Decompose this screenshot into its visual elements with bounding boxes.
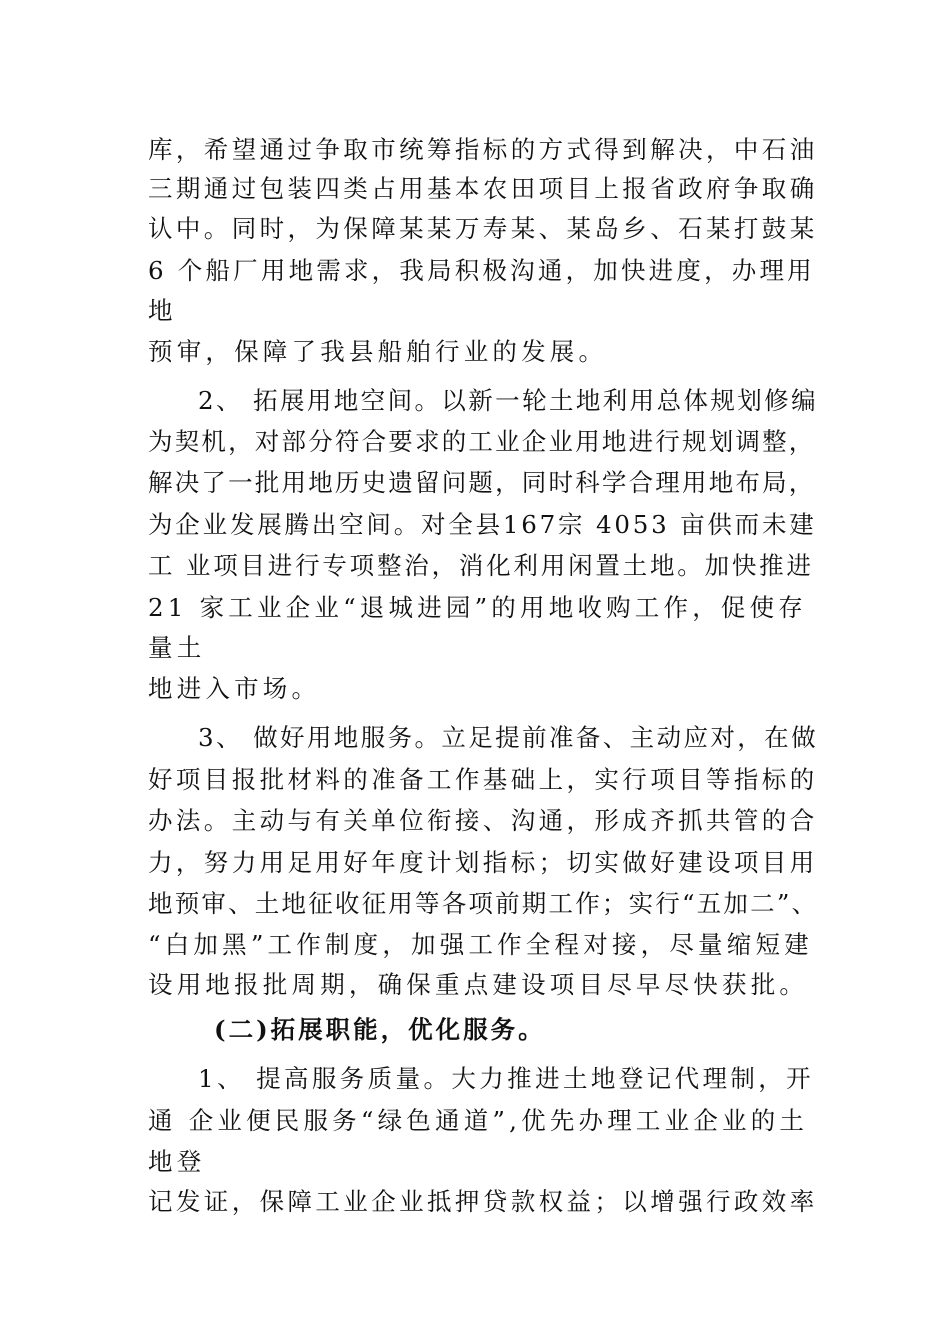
- text-line: 地: [148, 296, 177, 325]
- text-line: 认中。同时，为保障某某万寿某、某岛乡、石某打鼓某: [148, 214, 818, 243]
- paragraph-2-start: 2、 拓展用地空间。以新一轮土地利用总体规划修编: [198, 386, 818, 415]
- text-line: 工 业项目进行专项整治，消化利用闲置土地。加快推进: [148, 551, 814, 580]
- text-line: 三期通过包装四类占用基本农田项目上报省政府争取确: [148, 174, 818, 203]
- text-line: 为企业发展腾出空间。对全县167宗 4053 亩供而未建: [148, 510, 817, 539]
- text-line: 设用地报批周期，确保重点建设项目尽早尽快获批。: [148, 970, 809, 999]
- text-line: 通 企业便民服务“绿色通道”,优先办理工业企业的土: [148, 1106, 809, 1135]
- text-line: 为契机，对部分符合要求的工业企业用地进行规划调整，: [148, 427, 816, 456]
- text-line: 地进入市场。: [148, 674, 321, 703]
- text-line: 力，努力用足用好年度计划指标；切实做好建设项目用: [148, 848, 818, 877]
- text-line: 解决了一批用地历史遗留问题，同时科学合理用地布局，: [148, 468, 816, 497]
- paragraph-4-start: 1、 提高服务质量。大力推进土地登记代理制，开: [198, 1064, 815, 1093]
- text-line: 预审，保障了我县船舶行业的发展。: [148, 337, 608, 366]
- section-heading: (二)拓展职能，优化服务。: [214, 1015, 546, 1044]
- text-line: 21 家工业企业“退城进园”的用地收购工作，促使存: [148, 593, 808, 622]
- text-line: 地预审、土地征收征用等各项前期工作；实行“五加二”、: [148, 889, 819, 918]
- text-line: 办法。主动与有关单位衔接、沟通，形成齐抓共管的合: [148, 806, 818, 835]
- paragraph-3-start: 3、 做好用地服务。立足提前准备、主动应对，在做: [198, 723, 818, 752]
- text-line: 库，希望通过争取市统筹指标的方式得到解决，中石油: [148, 135, 818, 164]
- text-line: “白加黑”工作制度，加强工作全程对接，尽量缩短建: [148, 930, 813, 959]
- text-line: 6 个船厂用地需求，我局积极沟通，加快进度，办理用: [148, 256, 815, 285]
- text-line: 好项目报批材料的准备工作基础上，实行项目等指标的: [148, 765, 818, 794]
- text-line: 地登: [148, 1147, 206, 1176]
- text-line: 记发证，保障工业企业抵押贷款权益；以增强行政效率: [148, 1187, 818, 1216]
- text-line: 量土: [148, 633, 206, 662]
